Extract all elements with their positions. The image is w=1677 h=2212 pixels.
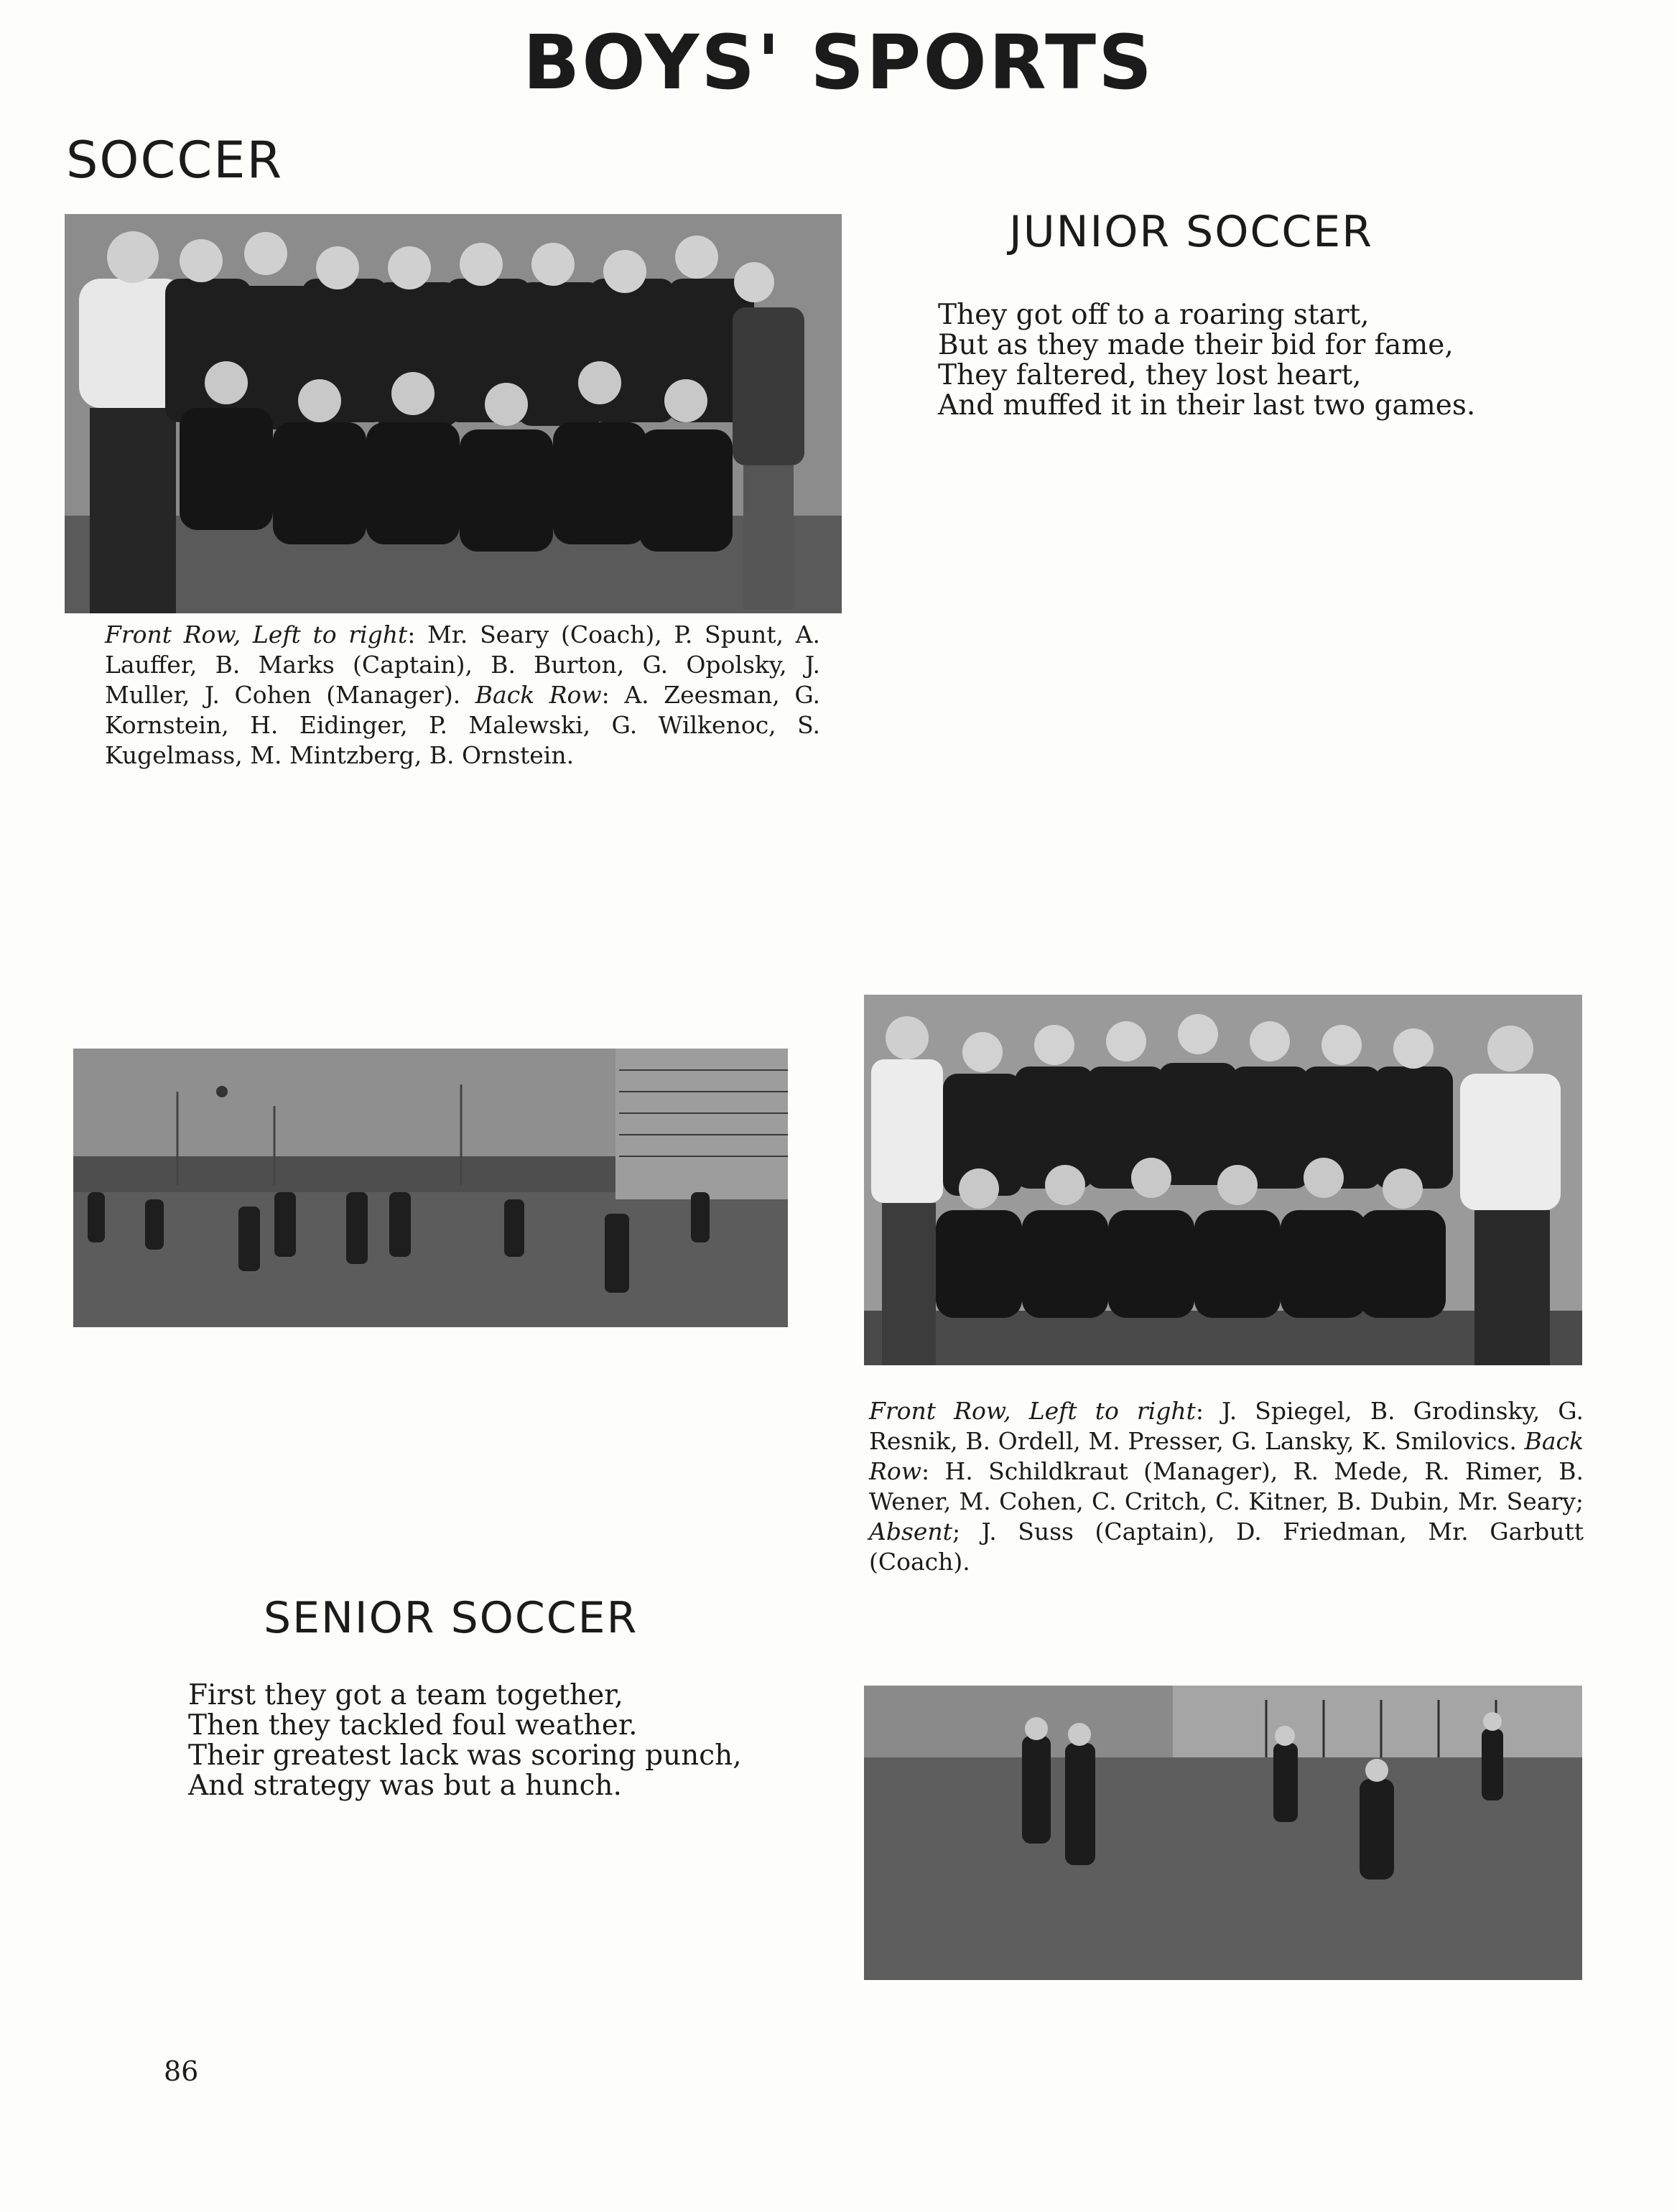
junior-front-row-names: : Mr. Seary (Coach), P. Spunt, A. Lauffer, B. Marks (Captain), B. Burton, G. Opolsky, J. Muller, J. Cohen (Manager). xyxy=(105,621,820,709)
page-number: 86 xyxy=(164,2055,199,2087)
junior-back-row-label: Back Row xyxy=(475,681,602,709)
senior-game-action-photo xyxy=(864,1686,1582,1980)
senior-front-row-names: : J. Spiegel, B. Grodinsky, G. Resnik, B. Ordell, M. Presser, G. Lansky, K. Smilovics. xyxy=(869,1397,1584,1455)
junior-back-row-names: : A. Zeesman, G. Kornstein, H. Eidinger, P. Malewski, G. Wilkenoc, S. Kugelmass, M. Mintzberg, B. Ornstein. xyxy=(105,681,820,769)
page-title: BOYS' SPORTS xyxy=(522,19,1155,106)
verse-line: Then they tackled foul weather. xyxy=(188,1709,638,1742)
senior-team-caption xyxy=(869,1396,1584,1577)
senior-soccer-verse xyxy=(188,1681,742,1801)
verse-line: First they got a team together, xyxy=(188,1679,623,1711)
verse-line: And strategy was but a hunch. xyxy=(188,1770,622,1802)
section-title: SOCCER xyxy=(66,131,284,190)
junior-team-photo xyxy=(65,214,842,613)
verse-line: But as they made their bid for fame, xyxy=(938,329,1454,361)
verse-line: Their greatest lack was scoring punch, xyxy=(188,1739,742,1772)
junior-soccer-heading: JUNIOR SOCCER xyxy=(1009,207,1373,257)
verse-line: They faltered, they lost heart, xyxy=(938,359,1362,391)
junior-team-caption xyxy=(105,620,820,771)
junior-front-row-label: Front Row, Left to right xyxy=(105,621,408,649)
senior-back-row-label: Back Row xyxy=(869,1427,1584,1485)
verse-line: And muffed it in their last two games. xyxy=(938,389,1476,422)
junior-game-action-photo xyxy=(73,1049,788,1327)
senior-absent-label: Absent xyxy=(869,1518,952,1546)
senior-team-photo xyxy=(864,995,1582,1365)
senior-back-row-names: : H. Schildkraut (Manager), R. Mede, R. Rimer, B. Wener, M. Cohen, C. Critch, C. Kitner, B. Dubin, Mr. Seary; xyxy=(869,1457,1584,1515)
verse-line: They got off to a roaring start, xyxy=(938,299,1370,331)
senior-soccer-heading: SENIOR SOCCER xyxy=(264,1593,638,1643)
senior-front-row-label: Front Row, Left to right xyxy=(869,1397,1196,1425)
junior-soccer-verse xyxy=(938,300,1475,421)
senior-absent-names: ; J. Suss (Captain), D. Friedman, Mr. Garbutt (Coach). xyxy=(869,1518,1584,1576)
